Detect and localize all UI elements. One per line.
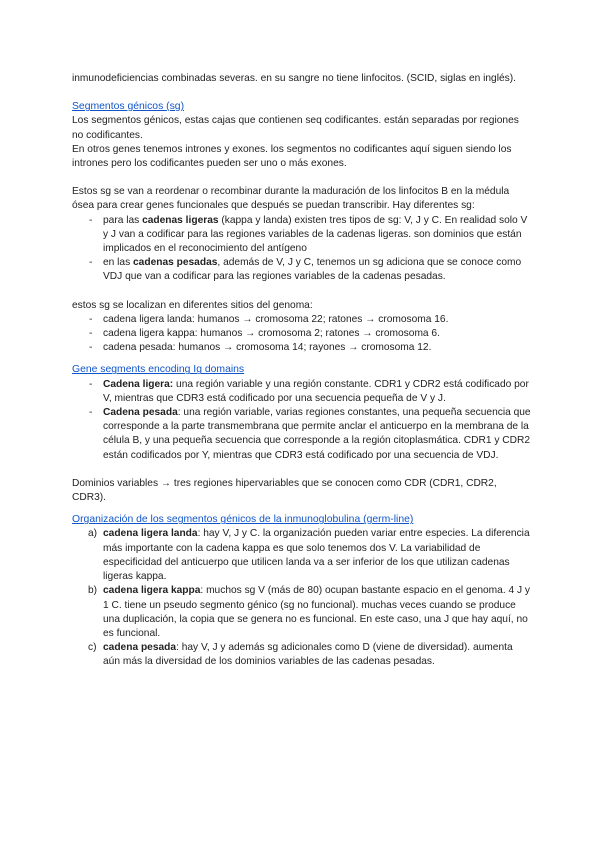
document-page [72, 72, 532, 670]
intro-paragraph: inmunodeficiencias combinadas severas. en su sangre no tiene linfocitos. (SCID, siglas en inglés). [72, 73, 516, 84]
paragraph-localizan: estos sg se localizan en diferentes sitios del genoma: [72, 299, 313, 311]
paragraph-segmentos-1: Los segmentos génicos, estas cajas que contienen seq codificantes. están separadas por regiones no codificantes. [72, 115, 519, 141]
list-item: - Cadena ligera: una región variable y una región constante. CDR1 y CDR2 está codificado por V, mientras que CDR3 está codificado por una secuencia pequeña de V y J. [72, 378, 532, 406]
paragraph-dominios-variables: Dominios variables → tres regiones hipervariables que se conocen como CDR (CDR1, CDR2, CDR3). [72, 477, 497, 504]
list-gene-segments [72, 378, 532, 463]
list-item: - para las cadenas ligeras (kappa y landa) existen tres tipos de sg: V, J y C. En realidad solo V y J van a codificar para las regiones variables de la cadenas ligeras. son dominios que están implicados en el reconocimiento del antígeno [72, 214, 532, 257]
list-item: c) cadena pesada: hay V, J y además sg adicionales como D (viene de diversidad). aumenta aún más la diversidad de los dominios variables de las cadenas pesadas. [88, 642, 513, 668]
paragraph-segmentos-2: En otros genes tenemos intrones y exones. los segmentos no codificantes aquí siguen siendo los intrones pero los codificantes pueden ser uno o más exones. [72, 143, 512, 170]
list-item: - cadena ligera kappa: humanos → cromosoma 2; ratones → cromosoma 6. [72, 327, 532, 341]
heading-segmentos-genicos[interactable]: Segmentos génicos (sg) [72, 101, 185, 113]
list-tipos-sg [72, 214, 532, 285]
list-organizacion [72, 527, 532, 669]
list-localizacion [72, 313, 532, 356]
list-item: a) cadena ligera landa: hay V, J y C. la organización pueden variar entre especies. La diferencia más importante con la cadena kappa es que solo tenemos dos V. La variabilidad de especificidad del anticuerpo que utilicen landa va a ser inferior de los que utilizan cadenas ligeras kappa. [88, 528, 530, 583]
paragraph-reordenar: Estos sg se van a reordenar o recombinar durante la maduración de los linfocitos B en la médula ósea para crear genes funcionales que después se puedan transcribir. Hay diferentes sg: [72, 186, 510, 212]
list-item: b) cadena ligera kappa: muchos sg V (más de 80) ocupan bastante espacio en el genoma. 4 J y 1 C. tiene un pseudo segmento génico (sg no funcional). muchas veces cuando se produce una duplicación, la copia que se genera no es funcional. En este caso, una J que hay aquí, no es funcional. [88, 585, 530, 639]
list-item: - en las cadenas pesadas, además de V, J y C, tenemos un sg adiciona que se conoce como VDJ que van a codificar para las regiones variables de la cadenas pesadas. [72, 256, 532, 284]
list-item: - cadena ligera landa: humanos → cromosoma 22; ratones → cromosoma 16. [72, 313, 532, 327]
list-item: - Cadena pesada: una región variable, varias regiones constantes, una pequeña secuencia que corresponde a la parte transmembrana que permite anclar el anticuerpo en la membrana de la célula B, y una pequeña secuencia que corresponde a la región citoplasmática. CDR1 y CDR2 están codificados por Y, mientras que CDR3 está codificado por una secuencia de VDJ. [72, 406, 532, 463]
list-item: - cadena pesada: humanos → cromosoma 14; rayones → cromosoma 12. [72, 341, 532, 355]
heading-gene-segments[interactable]: Gene segments encoding Ig domains [72, 364, 245, 376]
heading-organizacion[interactable]: Organización de los segmentos génicos de la inmunoglobulina (germ-line) [72, 514, 414, 526]
